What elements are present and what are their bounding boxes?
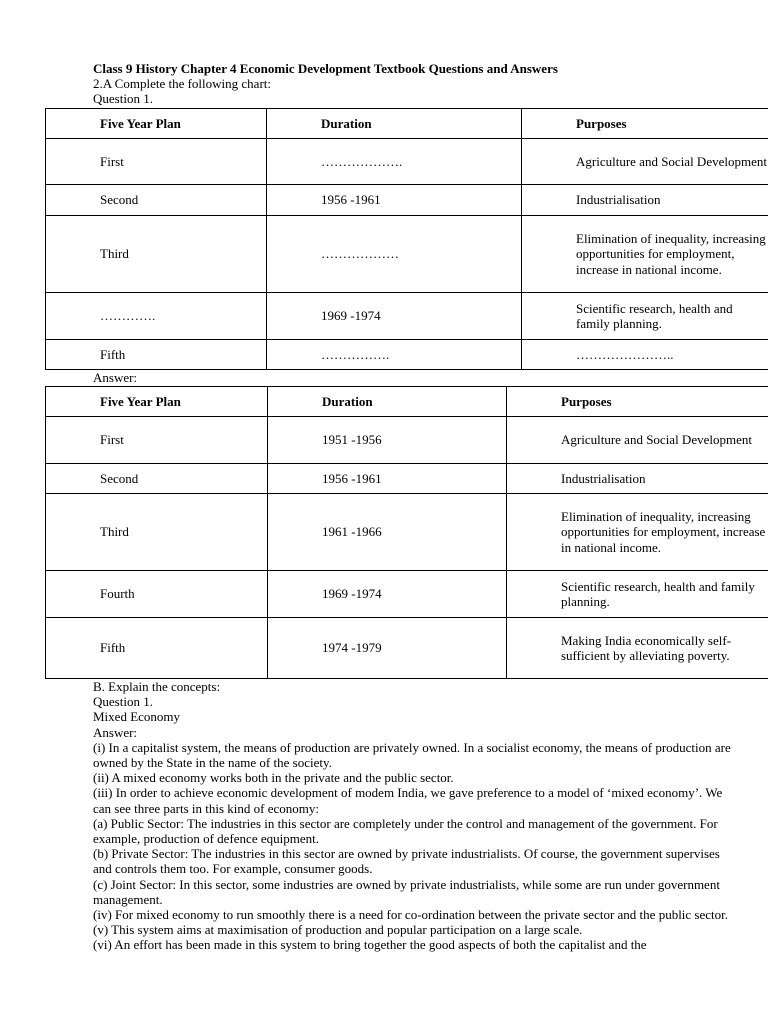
duration-cell: 1969 -1974 [267,293,522,340]
table-row [46,494,768,571]
header-five-year-plan: Five Year Plan [46,387,268,417]
purpose-cell: Elimination of inequality, increasing opportunities for employment, increase in national income. [507,494,768,571]
purpose-cell: Scientific research, health and family planning. [522,293,768,340]
duration-cell: 1974 -1979 [268,618,507,679]
paragraph: (iv) For mixed economy to run smoothly there is a need for co-ordination between the private sector and the public sector. [93,907,729,923]
plan-cell: Third [46,494,268,571]
table-row [46,417,768,464]
purpose-cell: Agriculture and Social Development [507,417,768,464]
paragraph: (vi) An effort has been made in this system to bring together the good aspects of both the capitalist and the [93,937,647,953]
duration-cell: 1956 -1961 [268,464,507,494]
answer-chart-table [45,386,768,679]
purpose-cell: Making India economically self-sufficient by alleviating poverty. [507,618,768,679]
header-duration: Duration [267,109,522,139]
paragraph: (i) In a capitalist system, the means of production are privately owned. In a socialist economy, the means of production are owned by the State in the name of the society. [93,739,731,771]
section-b [93,679,733,953]
duration-cell: ………………. [267,139,522,185]
duration-cell: ……………. [267,340,522,370]
plan-cell: …………. [46,293,267,340]
section-b-topic: Mixed Economy [93,709,181,725]
answer-label: Answer: [93,370,138,385]
plan-cell: Fifth [46,618,268,679]
table-header-row [46,109,768,139]
plan-cell: First [46,139,267,185]
purpose-cell: ………………….. [522,340,768,370]
question-label: Question 1. [93,91,153,106]
header-purposes: Purposes [507,387,768,417]
paragraph: (c) Joint Sector: In this sector, some industries are owned by private industrialists, while some are run under government management. [93,876,720,907]
plan-cell: Fifth [46,340,267,370]
question-chart-table [45,108,768,370]
table-row [46,464,768,494]
plan-cell: Second [46,464,268,494]
header-purposes: Purposes [522,109,768,139]
intro-line: 2.A Complete the following chart: [93,76,271,91]
table-header-row [46,387,768,417]
paragraph: (a) Public Sector: The industries in this sector are completely under the control and management of the government. For example, production of defence equipment. [93,815,718,847]
table-row [46,293,768,340]
duration-cell: 1956 -1961 [267,185,522,216]
plan-cell: First [46,417,268,464]
purpose-cell: Industrialisation [507,464,768,494]
table-row [46,618,768,679]
purpose-cell: Industrialisation [522,185,768,216]
duration-cell: 1951 -1956 [268,417,507,464]
table-row [46,216,768,293]
table-row [46,139,768,185]
table-row [46,340,768,370]
purpose-cell: Scientific research, health and family planning. [507,571,768,618]
duration-cell: 1969 -1974 [268,571,507,618]
plan-cell: Second [46,185,267,216]
plan-cell: Fourth [46,571,268,618]
duration-cell: ……………… [267,216,522,293]
paragraph: (ii) A mixed economy works both in the private and the public sector. [93,770,454,786]
section-b-question-label: Question 1. [93,694,153,710]
purpose-cell: Agriculture and Social Development [522,139,768,185]
table-row [46,185,768,216]
table-row [46,571,768,618]
purpose-cell: Elimination of inequality, increasing opportunities for employment, increase in national income. [522,216,768,293]
paragraph: (v) This system aims at maximisation of production and popular participation on a large scale. [93,922,583,938]
header-five-year-plan: Five Year Plan [46,109,267,139]
paragraph: (b) Private Sector: The industries in this sector are owned by private industrialists. Of course, the government supervises and controls them too. For example, consumer goods. [93,846,720,877]
document-title: Class 9 History Chapter 4 Economic Development Textbook Questions and Answers [93,61,558,76]
section-b-answer-label: Answer: [93,724,138,740]
plan-cell: Third [46,216,267,293]
duration-cell: 1961 -1966 [268,494,507,571]
section-b-heading: B. Explain the concepts: [93,679,221,694]
paragraph: (iii) In order to achieve economic development of modem India, we gave preference to a model of ‘mixed economy’. We can see three parts in this kind of economy: [93,785,723,816]
header-duration: Duration [268,387,507,417]
